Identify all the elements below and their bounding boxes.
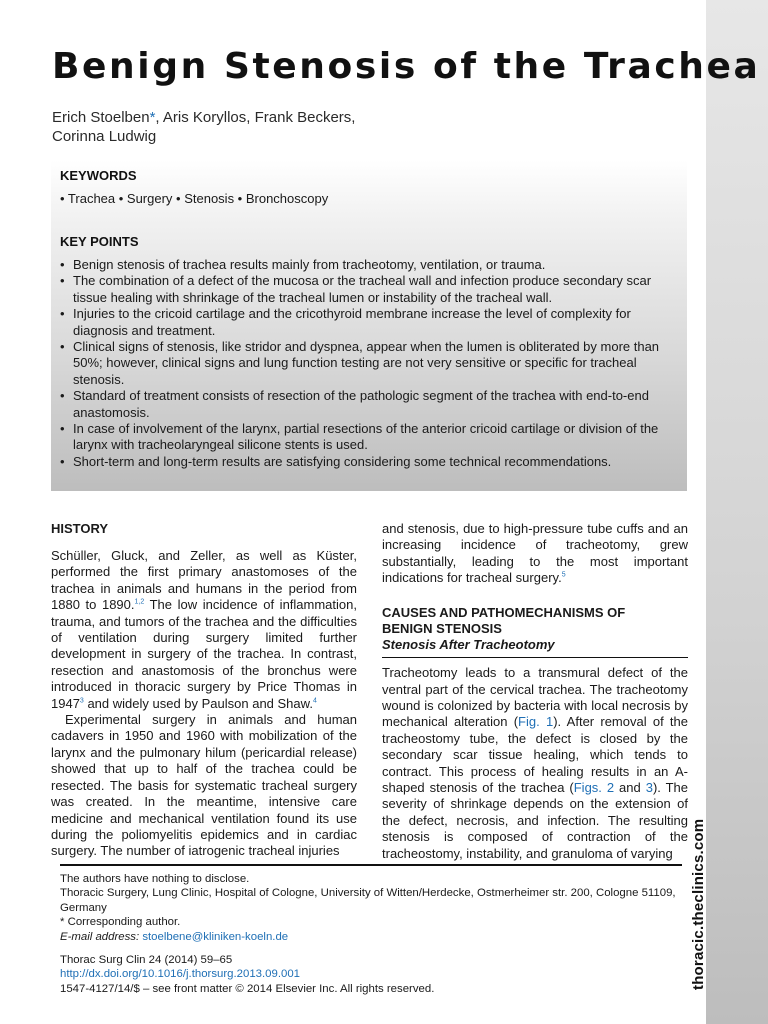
reference-link[interactable]: 3 bbox=[79, 697, 84, 705]
author-list bbox=[52, 108, 472, 146]
reference-link[interactable]: 5 bbox=[561, 571, 566, 579]
right-column bbox=[382, 521, 688, 862]
body-text: ). After removal of the tracheostomy tube, the defect is closed by the secondary scar tissue healing, which tends to contract. This process of healing results in an A-shaped stenosis of the trachea ( bbox=[382, 714, 688, 795]
key-point: • Short-term and long-term results are satisfying considering some technical recommendations. bbox=[59, 454, 671, 470]
reference-link[interactable]: 1,2 bbox=[134, 598, 145, 606]
key-point: • The combination of a defect of the mucosa or the tracheal wall and infection produce secondary scar tissue healing with shrinkage of the tracheal lumen or instability of the tracheal wall. bbox=[59, 273, 671, 306]
doi-link[interactable]: http://dx.doi.org/10.1016/j.thorsurg.2013.09.001 bbox=[60, 968, 301, 981]
body-text: and bbox=[614, 779, 646, 795]
causes-heading-line: BENIGN STENOSIS bbox=[382, 620, 502, 636]
doi-line bbox=[60, 967, 682, 981]
history-continued bbox=[382, 521, 688, 587]
key-point: • In case of involvement of the larynx, partial resections of the anterior cricoid cartilage or division of the larynx with tracheolaryngeal silicone stents is used. bbox=[59, 421, 671, 454]
article-title: Benign Stenosis of the Trachea bbox=[52, 46, 761, 87]
citation: Thorac Surg Clin 24 (2014) 59–65 bbox=[60, 954, 233, 967]
affiliation: Thoracic Surgery, Lung Clinic, Hospital of Cologne, University of Witten/Herdecke, Ostmerheimer str. 200, Cologne 51109, Germany bbox=[60, 887, 676, 914]
history-heading: HISTORY bbox=[51, 521, 109, 536]
journal-sidebar bbox=[706, 0, 768, 1024]
body-text: Tracheotomy leads to a transmural defect of the ventral part of the cervical trachea. The tracheotomy wound is colonized by bacteria with local necrosis by mechanical alteration ( bbox=[382, 665, 688, 730]
history-paragraph-1 bbox=[51, 548, 357, 712]
history-text: and stenosis, due to high-pressure tube cuffs and an increasing incidence of tracheotomy, grew substantially, leading to the most important indications for tracheal surgery. bbox=[382, 521, 688, 586]
key-points-list bbox=[59, 257, 671, 470]
author-line2: Corinna Ludwig bbox=[52, 128, 157, 145]
key-point: • Standard of treatment consists of resection of the pathologic segment of the trachea with end-to-end anastomosis. bbox=[59, 388, 671, 421]
history-text: The low incidence of inflammation, trauma, and tumors of the trachea and the difficulties of ventilation during surgery limited further development in surgery of the trachea. In contrast, resection and anastomosis of the bronchus were introduced in thoracic surgery by Price Thomas in 1947 bbox=[51, 597, 357, 711]
key-points-heading: KEY POINTS bbox=[60, 234, 139, 249]
body-text: ). The severity of shrinkage depends on the extension of the defect, necrosis, and infection. The resulting stenosis is composed of contraction of the tracheostomy, instability, and granuloma of varying bbox=[382, 779, 688, 861]
journal-url-vertical: thoracic.theclinics.com bbox=[690, 818, 707, 990]
tracheotomy-paragraph bbox=[382, 665, 688, 862]
footnote-rule bbox=[60, 864, 682, 866]
email-link[interactable]: stoelbene@kliniken-koeln.de bbox=[142, 930, 289, 943]
spacer bbox=[60, 944, 682, 953]
key-point: • Benign stenosis of trachea results mainly from tracheotomy, ventilation, or trauma. bbox=[59, 257, 671, 273]
left-column bbox=[51, 521, 357, 860]
history-text: Schüller, Gluck, and Zeller, as well as Küster, performed the first primary anastomoses of the trachea in animals and humans in the period from 1880 to 1890. bbox=[51, 548, 357, 613]
key-point: • Clinical signs of stenosis, like stridor and dyspnea, appear when the lumen is obliterated by more than 50%; however, clinical signs and lung function testing are not very sensitive or specific for tracheal stenosis. bbox=[59, 339, 671, 388]
footnotes bbox=[60, 872, 682, 996]
key-point: • Injuries to the cricoid cartilage and the cricothyroid membrane increase the level of complexity for diagnosis and treatment. bbox=[59, 306, 671, 339]
subheading-rule bbox=[382, 657, 688, 659]
reference-link[interactable]: 4 bbox=[312, 697, 317, 705]
figure-link[interactable]: Figs. 2 bbox=[573, 779, 615, 795]
author-first: Erich Stoelben bbox=[52, 109, 150, 126]
keywords-heading: KEYWORDS bbox=[60, 168, 137, 183]
causes-heading-line: CAUSES AND PATHOMECHANISMS OF bbox=[382, 604, 626, 620]
figure-link[interactable]: Fig. 1 bbox=[518, 714, 554, 730]
author-rest: , Aris Koryllos, Frank Beckers, bbox=[155, 109, 356, 126]
history-paragraph-2: Experimental surgery in animals and human cadavers in 1950 and 1960 with mobilization of the larynx and the pulmonary hilum (pericardial release) showed that up to half of the trachea could be resected. The basis for systematic tracheal surgery was created. In the meantime, intensive care medicine and mechanical ventilation found its use during the poliomyelitis epidemics and in cardiac surgery. The number of iatrogenic tracheal injuries bbox=[51, 712, 357, 859]
causes-heading bbox=[382, 605, 688, 637]
corresponding-note: * Corresponding author. bbox=[60, 916, 181, 929]
email-line bbox=[60, 930, 682, 944]
stenosis-subheading: Stenosis After Tracheotomy bbox=[382, 636, 555, 652]
email-label: E-mail address: bbox=[60, 930, 140, 943]
keywords-list: • Trachea • Surgery • Stenosis • Bronchoscopy bbox=[60, 191, 329, 206]
disclosure: The authors have nothing to disclose. bbox=[60, 873, 250, 885]
history-text: and widely used by Paulson and Shaw. bbox=[83, 695, 313, 711]
copyright: 1547-4127/14/$ – see front matter © 2014 Elsevier Inc. All rights reserved. bbox=[60, 982, 435, 995]
figure-link[interactable]: 3 bbox=[645, 779, 653, 795]
corresponding-marker: * bbox=[149, 109, 156, 126]
